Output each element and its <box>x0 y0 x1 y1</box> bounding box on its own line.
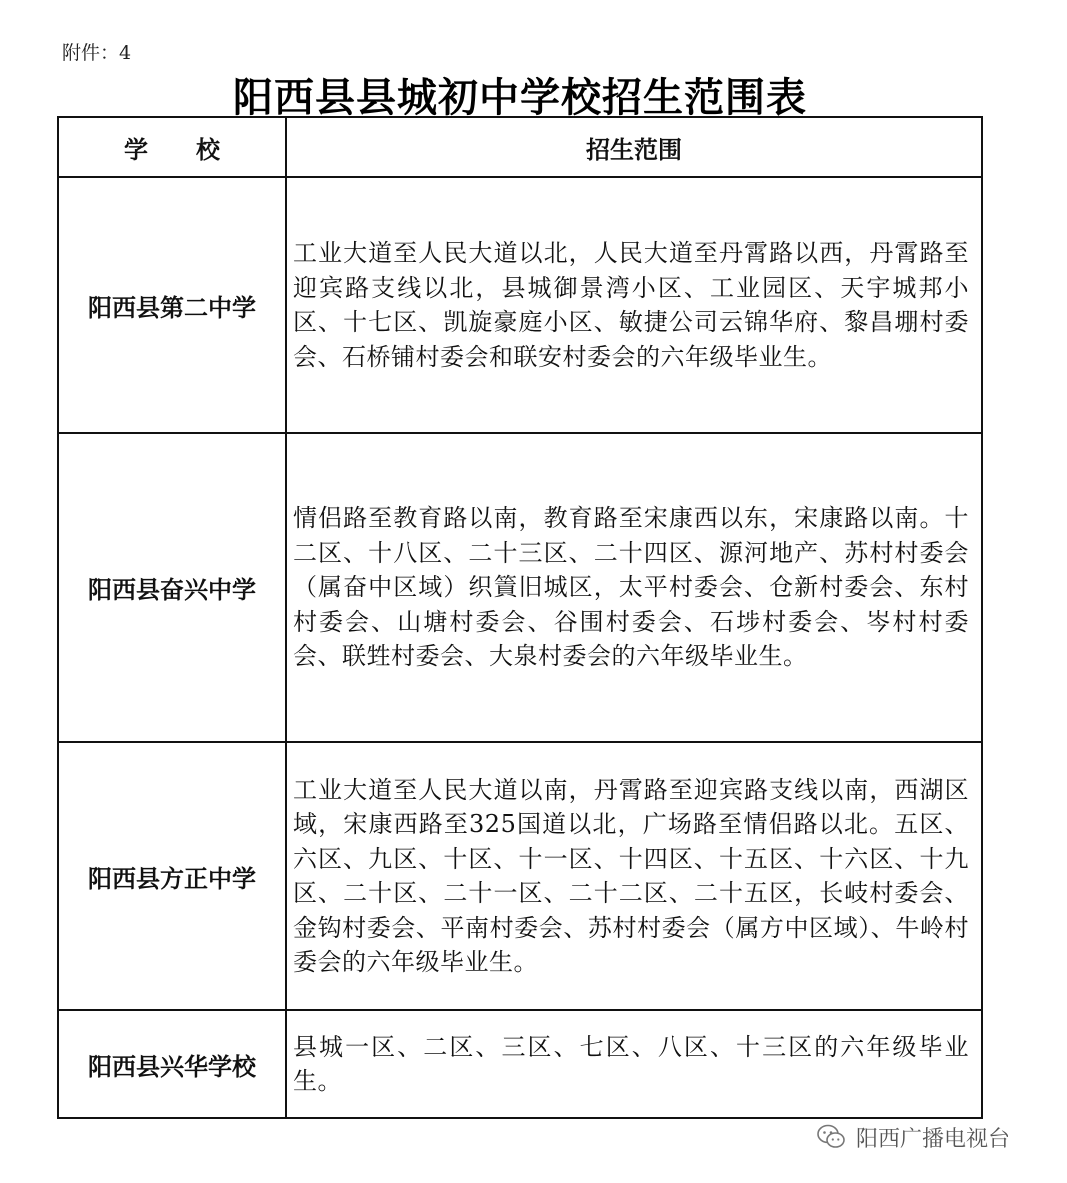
watermark-text: 阳西广播电视台 <box>856 1126 1011 1152</box>
enrollment-scope: 情侣路至教育路以南，教育路至宋康西以东，宋康路以南。十二区、十八区、二十三区、二十四区、源河地产、苏村村委会（属奋中区域）织篢旧城区，太平村委会、仓新村委会、东村村委会、山塘村委会、谷围村委会、石埗村委会、岑村村委会、联甡村委会、大泉村委会的六年级毕业生。 <box>286 433 982 742</box>
school-name: 阳西县第二中学 <box>58 177 286 433</box>
table-row <box>58 177 982 433</box>
table-row <box>58 742 982 1010</box>
enrollment-table <box>57 116 983 1119</box>
enrollment-scope: 县城一区、二区、三区、七区、八区、十三区的六年级毕业生。 <box>286 1010 982 1118</box>
enrollment-scope: 工业大道至人民大道以南，丹霄路至迎宾路支线以南，西湖区域，宋康西路至325国道以北，广场路至情侣路以北。五区、六区、九区、十区、十一区、十四区、十五区、十六区、十九区、二十区、二十一区、二十二区、二十五区，长岐村委会、金钩村委会、平南村委会、苏村村委会（属方中区域）、牛岭村委会的六年级毕业生。 <box>286 742 982 1010</box>
table-row <box>58 1010 982 1118</box>
wechat-icon <box>816 1122 846 1152</box>
school-name: 阳西县兴华学校 <box>58 1010 286 1118</box>
header-scope: 招生范围 <box>286 117 982 177</box>
header-school: 学 校 <box>58 117 286 177</box>
school-name: 阳西县方正中学 <box>58 742 286 1010</box>
school-name: 阳西县奋兴中学 <box>58 433 286 742</box>
table-row <box>58 433 982 742</box>
enrollment-scope: 工业大道至人民大道以北，人民大道至丹霄路以西，丹霄路至迎宾路支线以北，县城御景湾小区、工业园区、天宇城邦小区、十七区、凯旋豪庭小区、敏捷公司云锦华府、黎昌堋村委会、石桥铺村委会和联安村委会的六年级毕业生。 <box>286 177 982 433</box>
watermark <box>816 1120 1010 1154</box>
page-title: 阳西县县城初中学校招生范围表 <box>233 75 807 121</box>
table-header-row <box>58 117 982 177</box>
attachment-label: 附件：4 <box>62 42 132 64</box>
